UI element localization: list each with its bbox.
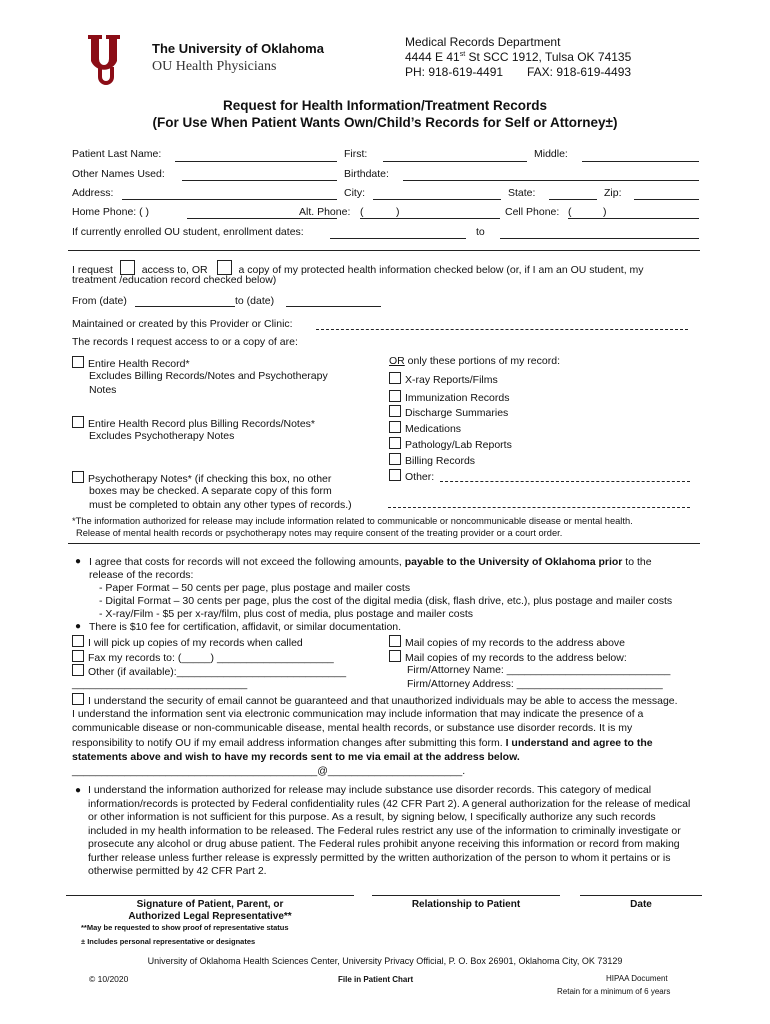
discharge-checkbox[interactable] bbox=[389, 405, 401, 417]
mail-below-checkbox[interactable] bbox=[389, 650, 401, 662]
mail-above-checkbox[interactable] bbox=[389, 635, 401, 647]
firm-address-field[interactable]: Firm/Attorney Address: _________________________ bbox=[407, 678, 663, 690]
portion-immunization[interactable]: Immunization Records bbox=[389, 390, 509, 404]
pickup-checkbox[interactable] bbox=[72, 635, 84, 647]
to-date-field[interactable] bbox=[286, 306, 381, 307]
org-subname: OU Health Physicians bbox=[152, 59, 277, 74]
option-mail-below[interactable]: Mail copies of my records to the address below: bbox=[389, 650, 627, 664]
state-label: State: bbox=[508, 187, 536, 199]
designates-note: ± Includes personal representative or designates bbox=[81, 937, 256, 946]
dept-name: Medical Records Department bbox=[405, 35, 561, 49]
records-intro: The records I request access to or a copy of are: bbox=[72, 336, 298, 348]
cell-phone-field[interactable] bbox=[568, 218, 699, 219]
address-label: Address: bbox=[72, 187, 114, 199]
entire-billing-checkbox[interactable] bbox=[72, 416, 84, 428]
cell-phone-label: Cell Phone: bbox=[505, 206, 560, 218]
alt-phone-field[interactable] bbox=[360, 218, 500, 219]
delivery-blank-line[interactable]: ______________________________ bbox=[72, 678, 248, 690]
maintained-label: Maintained or created by this Provider or Clinic: bbox=[72, 318, 293, 330]
home-phone-field[interactable] bbox=[187, 218, 337, 219]
portion-billing[interactable]: Billing Records bbox=[389, 453, 475, 467]
cost-xray: - X-ray/Film - $5 per x-ray/film, plus cost of media, plus postage and mailer costs bbox=[99, 608, 474, 620]
email-text-3: communicable disease or non-communicable disease, mental health records, or substance use disorder records. It is my bbox=[72, 722, 633, 734]
fax-checkbox[interactable] bbox=[72, 650, 84, 662]
other-names-field[interactable] bbox=[182, 180, 337, 181]
first-name-field[interactable] bbox=[383, 161, 527, 162]
dept-fax: FAX: 918-619-4493 bbox=[527, 65, 632, 79]
footnote-2: Release of mental health records or psychotherapy notes may require consent of the treating provider or a court order. bbox=[76, 528, 563, 538]
entire-record-checkbox[interactable] bbox=[72, 356, 84, 368]
date-label: Date bbox=[630, 899, 652, 910]
from-date-field[interactable] bbox=[135, 306, 235, 307]
portions-heading: OR only these portions of my record: bbox=[389, 355, 560, 367]
email-statement[interactable]: I understand the security of email cannot be guaranteed and that unauthorized individuals may be able to access the message. bbox=[72, 693, 678, 707]
to-date-label: to (date) bbox=[235, 295, 275, 307]
bullet-icon: ● bbox=[75, 785, 82, 796]
signature-label-2: Authorized Legal Representative** bbox=[128, 911, 292, 922]
portion-xray[interactable]: X-ray Reports/Films bbox=[389, 372, 498, 386]
file-in-chart: File in Patient Chart bbox=[338, 975, 414, 984]
other-portion-field-2[interactable] bbox=[388, 507, 690, 508]
copy-checkbox[interactable] bbox=[217, 260, 232, 275]
option-pickup[interactable]: I will pick up copies of my records when called bbox=[72, 635, 303, 649]
substance-disclosure: I understand the information authorized for release may include substance use disorder records. This category of medical information/records is protected by Federal confidentiality rules (42 CFR Part 2). A general authorization for the release of medical or other information is not sufficient for this purpose. As a result, by signing below, I specifically authorize any such records included in my health information to be released. The Federal rules restrict any use of the information to criminally investigate or prosecute any alcohol or drug abuse patient. The Federal rules prohibit anyone receiving this information or record from making further release unless further release is expressly permitted by the written authorization of the person to whom it pertains or is otherwise permitted by 42 CFR Part 2. bbox=[88, 784, 691, 877]
relationship-label: Relationship to Patient bbox=[411, 899, 521, 910]
portion-medications[interactable]: Medications bbox=[389, 421, 461, 435]
middle-name-field[interactable] bbox=[582, 161, 699, 162]
other-portion-field[interactable] bbox=[440, 481, 690, 482]
psychotherapy-checkbox[interactable] bbox=[72, 471, 84, 483]
email-text-4: responsibility to notify OU if my email address information changes after submitting this form. I understand and agree to the bbox=[72, 737, 653, 749]
psychotherapy-note: boxes may be checked. A separate copy of this form bbox=[89, 485, 332, 497]
option-other[interactable]: Other (if available):_____________________________ bbox=[72, 664, 346, 678]
middle-name-label: Middle: bbox=[534, 148, 568, 160]
portion-other[interactable]: Other: bbox=[389, 469, 434, 483]
billing-checkbox[interactable] bbox=[389, 453, 401, 465]
city-label: City: bbox=[344, 187, 365, 199]
signature-label: Signature of Patient, Parent, or bbox=[136, 899, 284, 910]
option-mail-above[interactable]: Mail copies of my records to the address above bbox=[389, 635, 625, 649]
birthdate-field[interactable] bbox=[403, 180, 699, 181]
section-divider bbox=[68, 250, 700, 251]
access-checkbox[interactable] bbox=[120, 260, 135, 275]
option-entire-billing[interactable]: Entire Health Record plus Billing Records/Notes* bbox=[72, 416, 315, 430]
enrollment-end-field[interactable] bbox=[500, 238, 699, 239]
from-date-label: From (date) bbox=[72, 295, 127, 307]
immunization-checkbox[interactable] bbox=[389, 390, 401, 402]
dept-address: 4444 E 41st St SCC 1912, Tulsa OK 74135 bbox=[405, 50, 632, 64]
xray-checkbox[interactable] bbox=[389, 372, 401, 384]
certification-fee: There is $10 fee for certification, affidavit, or similar documentation. bbox=[89, 621, 402, 633]
provider-field[interactable] bbox=[316, 329, 688, 330]
portion-pathology[interactable]: Pathology/Lab Reports bbox=[389, 437, 512, 451]
home-phone-label: Home Phone: ( ) bbox=[72, 206, 150, 218]
email-address-field[interactable]: __________________________________________@_______________________. bbox=[72, 765, 466, 777]
entire-record-note: Excludes Billing Records/Notes and Psychotherapy bbox=[89, 370, 328, 382]
other-names-label: Other Names Used: bbox=[72, 168, 165, 180]
last-name-label: Patient Last Name: bbox=[72, 148, 162, 160]
cost-digital: - Digital Format – 30 cents per page, plus the cost of the digital media (disk, flash drive, etc.), plus postage and mailer costs bbox=[99, 595, 673, 607]
ou-logo bbox=[84, 33, 130, 89]
alt-phone-label: Alt. Phone: bbox=[299, 206, 351, 218]
state-field[interactable] bbox=[549, 199, 597, 200]
email-checkbox[interactable] bbox=[72, 693, 84, 705]
email-text-2: I understand the information sent via electronic communication may include information that may indicate the presence of a bbox=[72, 708, 644, 720]
footnote-1: *The information authorized for release may include information related to communicable or noncommunicable disease or mental health. bbox=[72, 516, 633, 526]
bullet-icon: ● bbox=[75, 621, 82, 632]
form-title: Request for Health Information/Treatment Records bbox=[222, 98, 548, 113]
entire-record-note-2: Notes bbox=[89, 384, 117, 396]
firm-name-field[interactable]: Firm/Attorney Name: ____________________________ bbox=[407, 664, 671, 676]
birthdate-label: Birthdate: bbox=[344, 168, 389, 180]
hipaa-label: HIPAA Document bbox=[606, 974, 668, 983]
other-checkbox[interactable] bbox=[389, 469, 401, 481]
city-field[interactable] bbox=[373, 199, 501, 200]
representative-note: **May be requested to show proof of representative status bbox=[81, 923, 289, 932]
first-name-label: First: bbox=[344, 148, 368, 160]
section-divider-2 bbox=[68, 543, 700, 544]
copyright: © 10/2020 bbox=[89, 974, 129, 984]
email-text-5: statements above and wish to have my records sent to me via email at the address below. bbox=[72, 751, 520, 763]
dept-phone: PH: 918-619-4491 bbox=[405, 65, 504, 79]
entire-billing-note: Excludes Psychotherapy Notes bbox=[89, 430, 235, 442]
pathology-checkbox[interactable] bbox=[389, 437, 401, 449]
enrollment-label: If currently enrolled OU student, enrollment dates: bbox=[72, 226, 304, 238]
psychotherapy-note-2: must be completed to obtain any other types of records.) bbox=[89, 499, 352, 511]
date-field[interactable] bbox=[580, 895, 702, 896]
relationship-field[interactable] bbox=[372, 895, 560, 896]
org-name: The University of Oklahoma bbox=[152, 41, 324, 56]
signature-field[interactable] bbox=[66, 895, 354, 896]
request-line-2: treatment /education record checked below) bbox=[72, 274, 277, 286]
costs-agreement: I agree that costs for records will not exceed the following amounts, payable to the University of Oklahoma prior to the bbox=[89, 556, 652, 568]
option-psychotherapy[interactable]: Psychotherapy Notes* (if checking this box, no other bbox=[72, 471, 331, 485]
portion-discharge[interactable]: Discharge Summaries bbox=[389, 405, 508, 419]
medications-checkbox[interactable] bbox=[389, 421, 401, 433]
last-name-field[interactable] bbox=[175, 161, 337, 162]
enrollment-start-field[interactable] bbox=[330, 238, 466, 239]
retention-note: Retain for a minimum of 6 years bbox=[557, 987, 671, 996]
address-field[interactable] bbox=[122, 199, 337, 200]
option-entire-record[interactable]: Entire Health Record* bbox=[72, 356, 190, 370]
cost-paper: - Paper Format – 50 cents per page, plus postage and mailer costs bbox=[99, 582, 411, 594]
option-fax[interactable]: Fax my records to: (_____) ____________________ bbox=[72, 650, 334, 664]
bullet-icon: ● bbox=[75, 556, 82, 567]
zip-field[interactable] bbox=[634, 199, 699, 200]
zip-label: Zip: bbox=[604, 187, 622, 199]
request-line: I request access to, OR a copy of my protected health information checked below (or, if I am an OU student, my bbox=[72, 260, 644, 276]
enrollment-to-label: to bbox=[476, 226, 485, 238]
costs-agreement-2: release of the records: bbox=[89, 569, 194, 581]
form-subtitle: (For Use When Patient Wants Own/Child’s Records for Self or Attorney±) bbox=[152, 115, 618, 130]
footer-address: University of Oklahoma Health Sciences Center, University Privacy Official, P. O. Box 26901, Oklahoma City, OK 73129 bbox=[147, 956, 623, 966]
other-delivery-checkbox[interactable] bbox=[72, 664, 84, 676]
